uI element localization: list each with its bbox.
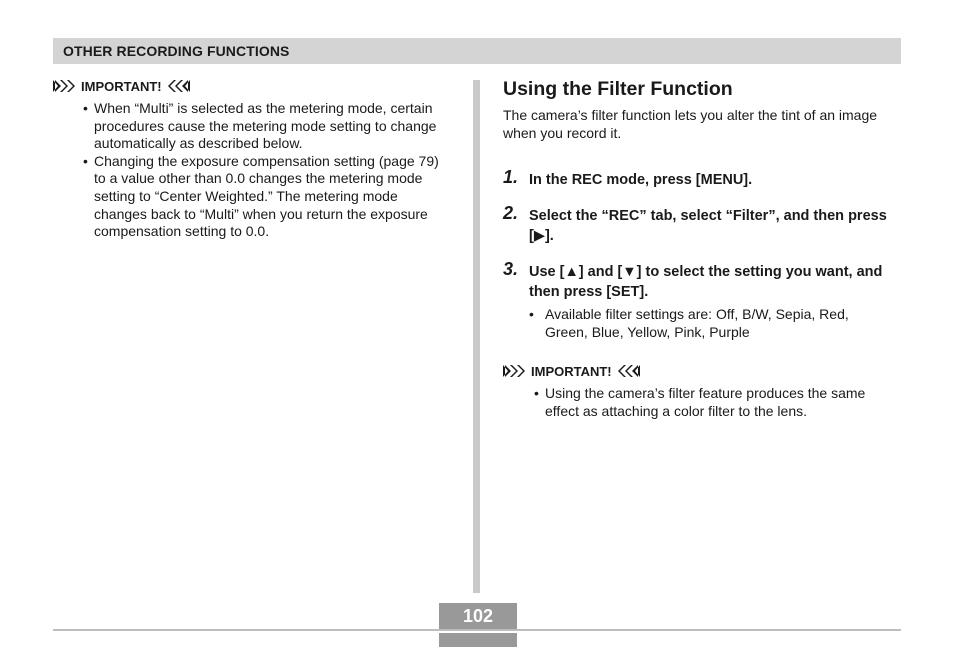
step-3	[503, 259, 901, 304]
step-text: Use [▲] and [▼] to select the setting you want, and then press [SET].	[529, 264, 883, 300]
list-item: • Changing the exposure compensation setting (page 79) to a value other than 0.0 changes the metering mode setting to “Center Weighted.” The metering mode changes back to “Multi” when you return the exposure compensation setting to 0.0.	[83, 152, 439, 240]
page-title: Using the Filter Function	[503, 78, 733, 100]
step-number: 2.	[503, 203, 519, 223]
page-number: 102	[462, 606, 494, 626]
step-text: In the REC mode, press [MENU].	[529, 172, 753, 188]
section-header-bar	[53, 38, 901, 64]
important-label-left: IMPORTANT!	[81, 78, 162, 94]
section-header-title: OTHER RECORDING FUNCTIONS	[63, 43, 290, 59]
important-arrows-left-icon	[618, 365, 640, 377]
step-number: 1.	[503, 167, 519, 187]
column-divider	[473, 80, 480, 593]
important-list-right	[534, 385, 896, 420]
list-item: • When “Multi” is selected as the metering mode, certain procedures cause the metering mode setting to change automatically as described below.	[83, 100, 437, 152]
important-arrows-right-icon	[503, 365, 525, 377]
list-item: • Using the camera’s filter feature produces the same effect as attaching a color filter to the lens.	[534, 385, 866, 419]
step-number: 3.	[503, 259, 519, 279]
step3-note-list	[529, 306, 889, 341]
intro-paragraph: The camera’s filter function lets you alter the tint of an image when you record it.	[503, 107, 878, 141]
important-list-left	[83, 100, 453, 241]
list-item: • Available filter settings are: Off, B/W, Sepia, Red, Green, Blue, Yellow, Pink, Purple	[529, 306, 849, 340]
important-heading-right	[503, 363, 640, 379]
step-2	[503, 203, 901, 248]
page-number-box	[439, 603, 517, 645]
step-1	[503, 167, 901, 192]
important-label-right: IMPORTANT!	[531, 363, 612, 379]
important-arrows-left-icon	[168, 80, 190, 92]
important-arrows-right-icon	[53, 80, 75, 92]
important-heading-left	[53, 78, 190, 94]
step-text: Select the “REC” tab, select “Filter”, and then press [▶].	[529, 208, 887, 244]
